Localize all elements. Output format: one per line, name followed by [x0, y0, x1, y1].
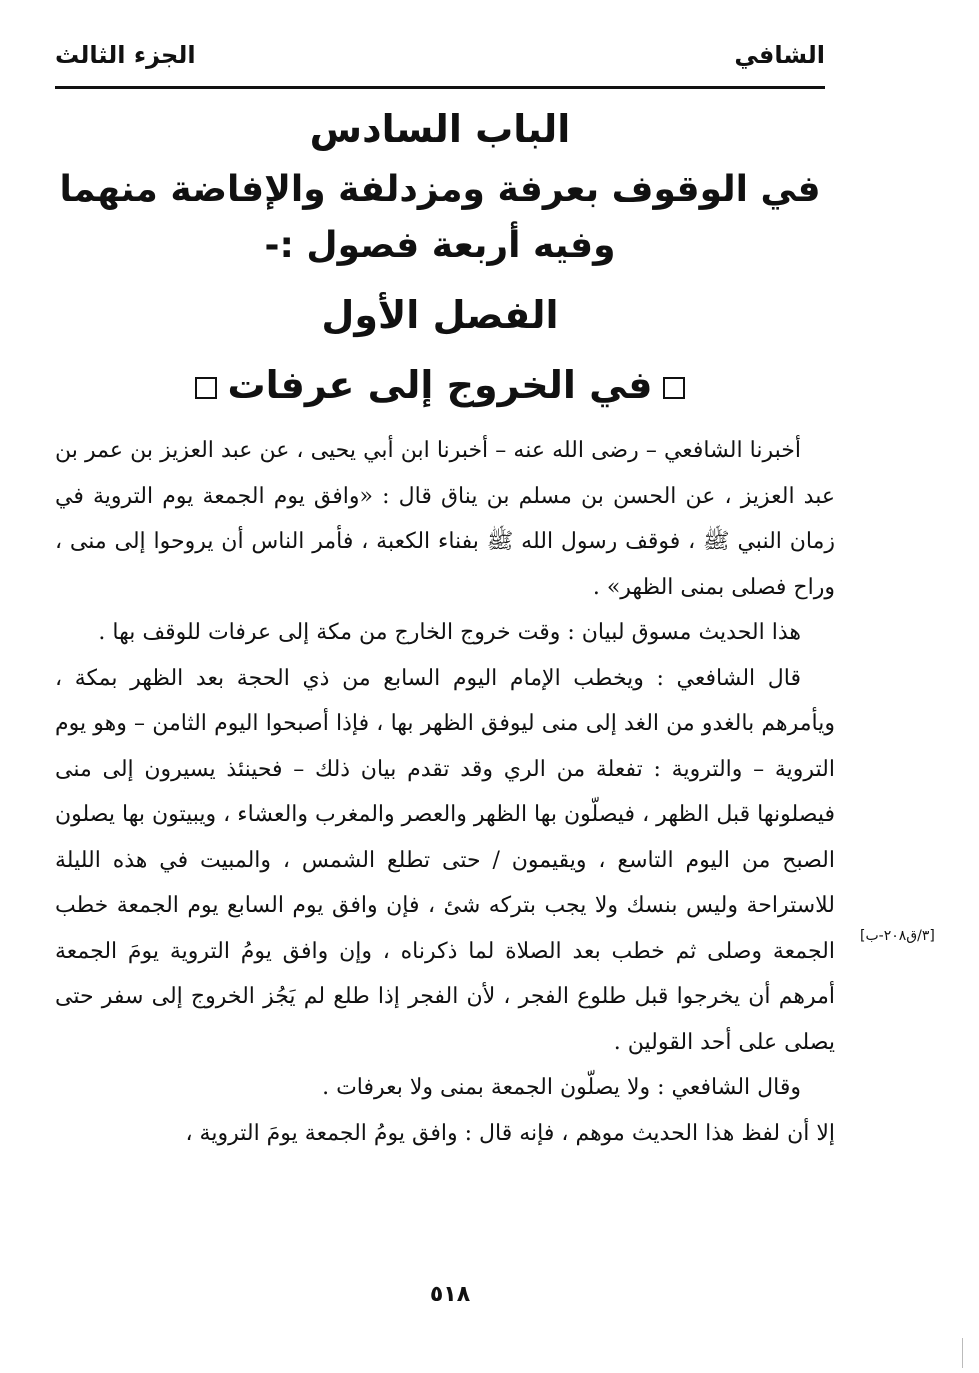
body-text: [55, 428, 835, 1156]
section-title: الفصل الأول: [321, 293, 559, 337]
chapter-title: الباب السادس: [309, 107, 571, 151]
paragraph-3: قال الشافعي : ويخطب الإمام اليوم السابع من ذي الحجة بعد الظهر بمكة ، ويأمرهم بالغدو من الغد إلى منى ليوفق الظهر بها ، فإذا أصبحوا اليوم الثامن – وهو يوم التروية – والتروية : تفعلة من الري وقد تقدم بيان ذلك – فحينئذ يسيرون إلى منى فيصلونها قبل الظهر ، فيصلّون بها الظهر والعصر والمغرب والعشاء ، ويبيتون بها يصلون الصبح من اليوم التاسع ، ويقيمون / حتى تطلع الشمس ، والمبيت في هذه الليلة للاستراحة وليس بنسك ولا يجب بتركه شئ ، فإن وافق يوم السابع يوم الجمعة خطب الجمعة وصلى ثم خطب بعد الصلاة لما ذكرناه ، وإن وافق يومُ التروية يومَ الجمعة أمرهم أن يخرجوا قبل طلوع الفجر ، لأن الفجر إذا طلع لم يَجُز الخروج إلى سفر حتى يصلى على أحد القولين .: [55, 665, 835, 1055]
square-ornament-left-icon: [195, 377, 217, 399]
book-title: الشافي: [734, 41, 825, 69]
header-rule: [55, 86, 825, 89]
volume-label: الجزء الثالث: [55, 41, 196, 69]
section-subtitle: [55, 356, 825, 414]
running-head: [55, 30, 825, 80]
chapter-subtitle-line2: وفيه أربعة فصول :-: [264, 225, 616, 266]
square-ornament-right-icon: [663, 377, 685, 399]
section-subtitle-text: في الخروج إلى عرفات: [227, 363, 653, 407]
chapter-heading: [55, 96, 825, 414]
edge-mark: [962, 1338, 963, 1368]
chapter-subtitle-line1: في الوقوف بعرفة ومزدلفة والإفاضة منهما: [59, 169, 821, 210]
paragraph-1: أخبرنا الشافعي – رضى الله عنه – أخبرنا ابن أبي يحيى ، عن عبد العزيز بن عمر بن عبد العزيز ، عن الحسن بن مسلم بن يناق قال : «وافق يوم الجمعة يوم التروية في زمان النبي ﷺ ، فوقف رسول الله ﷺ بفناء الكعبة ، فأمر الناس أن يروحوا إلى منى ، وراح فصلى بمنى الظهر» .: [55, 438, 835, 600]
paragraph-5: إلا أن لفظ هذا الحديث موهم ، فإنه قال : وافق يومُ الجمعة يومَ التروية ،: [185, 1120, 835, 1146]
page-number: ٥١٨: [429, 1282, 471, 1307]
paragraph-4: وقال الشافعي : ولا يصلّون الجمعة بمنى ولا بعرفات .: [322, 1075, 801, 1100]
manuscript-folio-note: [٣/ق٢٠٨-ب]: [860, 928, 935, 944]
paragraph-2: هذا الحديث مسوق لبيان : وقت خروج الخارج من مكة إلى عرفات للوقف بها .: [98, 620, 801, 645]
